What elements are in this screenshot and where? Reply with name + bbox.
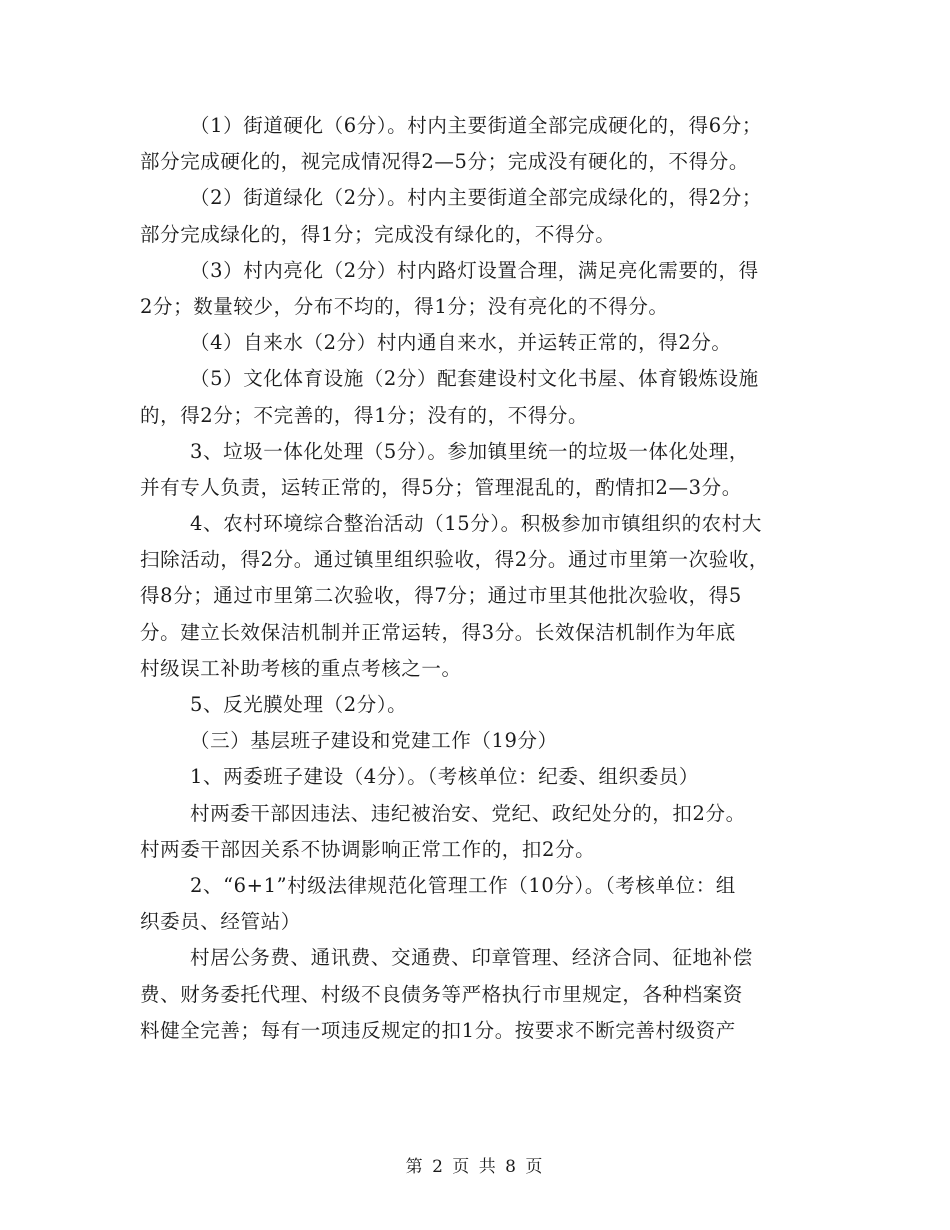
paragraph-line: 4、农村环境综合整治活动（15分）。积极参加市镇组织的农村大	[190, 512, 762, 536]
paragraph-line: 部分完成硬化的，视完成情况得2—5分；完成没有硬化的，不得分。	[140, 150, 749, 174]
paragraph-line: 织委员、经管站）	[140, 910, 301, 934]
paragraph-line: 村两委干部因违法、违纪被治安、党纪、政纪处分的，扣2分。	[190, 801, 746, 825]
paragraph-line: 分。建立长效保洁机制并正常运转，得3分。长效保洁机制作为年底	[140, 620, 736, 644]
document-body	[140, 108, 830, 1049]
page-number-footer: 第 2 页 共 8 页	[405, 1157, 545, 1177]
paragraph-line: （5）文化体育设施（2分）配套建设村文化书屋、体育锻炼设施	[190, 367, 759, 391]
paragraph-line: 村级误工补助考核的重点考核之一。	[140, 656, 462, 680]
paragraph-line: 3、垃圾一体化处理（5分）。参加镇里统一的垃圾一体化处理，	[190, 439, 749, 463]
paragraph-line: 料健全完善；每有一项违反规定的扣1分。按要求不断完善村级资产	[140, 1018, 736, 1042]
paragraph-line: （1）街道硬化（6分）。村内主要街道全部完成硬化的，得6分；	[190, 114, 762, 137]
paragraph-line: 2分；数量较少，分布不均的，得1分；没有亮化的不得分。	[140, 294, 669, 318]
paragraph-line: 5、反光膜处理（2分）。	[190, 693, 408, 716]
paragraph-line: 村居公务费、通讯费、交通费、印章管理、经济合同、征地补偿	[190, 946, 753, 970]
paragraph-line: 村两委干部因关系不协调影响正常工作的，扣2分。	[140, 837, 596, 861]
paragraph-line: 并有专人负责，运转正常的，得5分；管理混乱的，酌情扣2—3分。	[140, 475, 742, 499]
paragraph-line: 1、两委班子建设（4分）。（考核单位：纪委、组织委员）	[190, 765, 700, 789]
section-heading: （三）基层班子建设和党建工作（19分）	[190, 729, 558, 753]
paragraph-line: 得8分；通过市里第二次验收，得7分；通过市里其他批次验收，得5	[140, 584, 742, 608]
paragraph-line: （2）街道绿化（2分）。村内主要街道全部完成绿化的，得2分；	[190, 186, 762, 210]
paragraph-line: 费、财务委托代理、村级不良债务等严格执行市里规定，各种档案资	[140, 982, 744, 1006]
paragraph-line: 部分完成绿化的，得1分；完成没有绿化的，不得分。	[140, 222, 616, 246]
paragraph-line: 的，得2分；不完善的，得1分；没有的，不得分。	[140, 403, 589, 427]
paragraph-line: （4）自来水（2分）村内通自来水，并运转正常的，得2分。	[190, 331, 732, 355]
paragraph-line: 2、“6+1”村级法律规范化管理工作（10分）。（考核单位：组	[190, 873, 736, 897]
paragraph-line: 扫除活动，得2分。通过镇里组织验收，得2分。通过市里第一次验收，	[140, 548, 770, 572]
paragraph-line: （3）村内亮化（2分）村内路灯设置合理，满足亮化需要的，得	[190, 258, 759, 282]
